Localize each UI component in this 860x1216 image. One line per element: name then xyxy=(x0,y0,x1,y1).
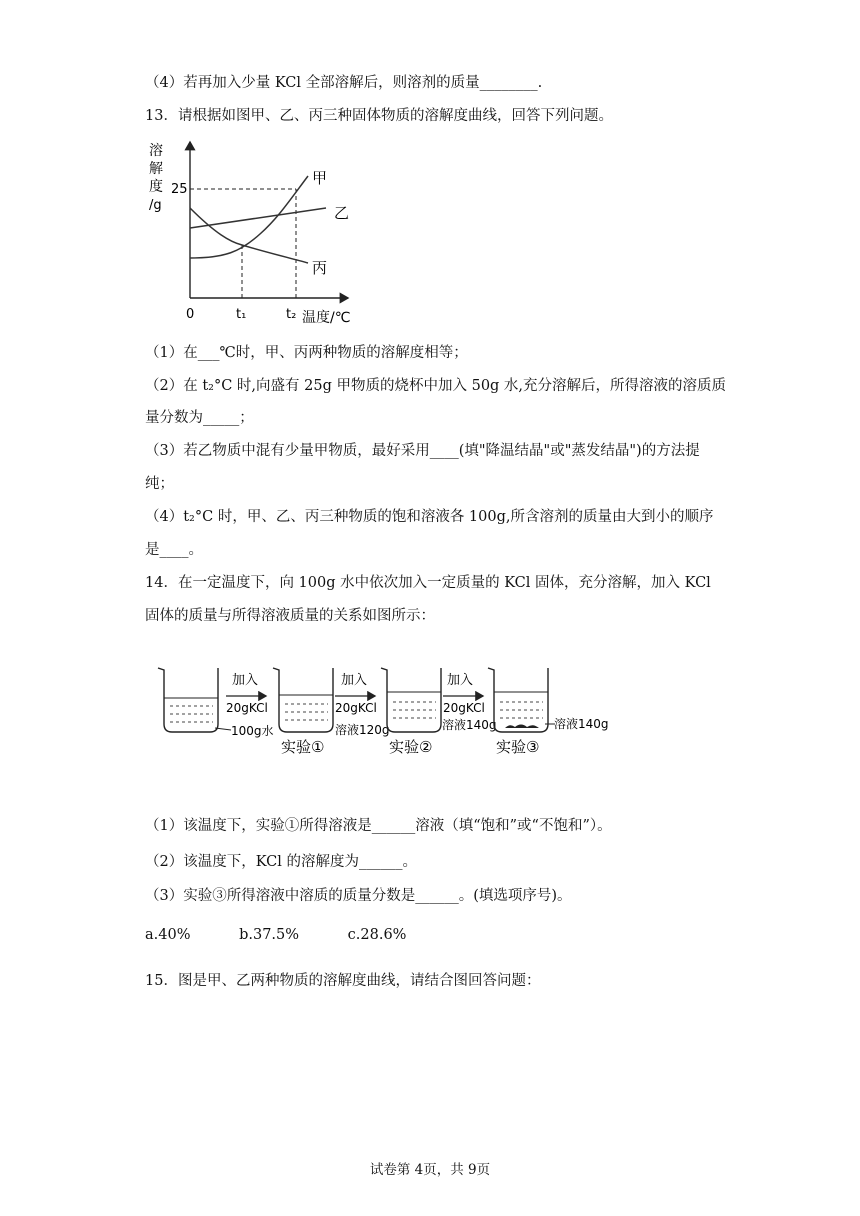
q13-sub3b: 纯； xyxy=(145,476,174,492)
beaker-3 xyxy=(381,668,441,732)
curve-label-jia: 甲 xyxy=(312,169,328,187)
arrow-1-top: 加入 xyxy=(232,673,259,688)
q13-sub3a: （3）若乙物质中混有少量甲物质，最好采用____(填"降温结晶"或"蒸发结晶")的方法提 xyxy=(145,443,700,459)
arrow-1-bottom: 20gKCl xyxy=(226,701,268,715)
y-label-3: 度 xyxy=(149,179,163,195)
q12-sub4: （4）若再加入少量 KCl 全部溶解后，则溶剂的质量________. xyxy=(145,75,543,91)
y-label-2: 解 xyxy=(149,161,163,177)
x-tick-0: 0 xyxy=(186,307,195,322)
q13-sub2b: 量分数为_____； xyxy=(145,410,254,426)
q15-stem: 15．图是甲、乙两种物质的溶解度曲线，请结合图回答问题： xyxy=(145,973,541,989)
q13-stem: 13．请根据如图甲、乙、丙三种固体物质的溶解度曲线，回答下列问题。 xyxy=(145,108,613,124)
curve-bing xyxy=(190,208,308,263)
beaker-2 xyxy=(273,668,333,732)
y-tick-25: 25 xyxy=(171,182,188,197)
label-solution-120g: 溶液120g xyxy=(335,723,390,737)
x-tick-t1: t₁ xyxy=(236,307,247,322)
q13-sub1: （1）在___℃时，甲、丙两种物质的溶解度相等； xyxy=(145,345,468,361)
beaker-1 xyxy=(158,668,231,732)
curve-label-bing: 丙 xyxy=(312,259,328,277)
option-b: b.37.5% xyxy=(239,927,300,943)
label-100g-water: 100g水 xyxy=(231,724,274,738)
beaker-4 xyxy=(488,668,555,732)
arrow-2-top: 加入 xyxy=(341,673,368,688)
option-a: a.40% xyxy=(145,927,191,943)
q14-sub2: （2）该温度下，KCl 的溶解度为______。 xyxy=(145,854,418,870)
q14-stem-a: 14．在一定温度下，向 100g 水中依次加入一定质量的 KCl 固体，充分溶解，加入 KCl xyxy=(145,575,711,591)
y-label-1: 溶 xyxy=(149,143,163,159)
option-c: c.28.6% xyxy=(347,927,407,943)
arrow-3-bottom: 20gKCl xyxy=(443,701,485,715)
label-experiment-2: 实验② xyxy=(389,738,433,756)
q13-sub2a: （2）在 t₂°C 时,向盛有 25g 甲物质的烧杯中加入 50g 水,充分溶解后，所得溶液的溶质质 xyxy=(145,378,727,394)
x-tick-t2: t₂ xyxy=(286,307,297,322)
q14-sub3: （3）实验③所得溶液中溶质的质量分数是______。(填选项序号)。 xyxy=(145,888,572,904)
curve-label-yi: 乙 xyxy=(334,204,350,222)
x-axis-label: 温度/℃ xyxy=(302,310,351,326)
solubility-graph xyxy=(140,138,360,338)
y-label-4: /g xyxy=(149,198,162,213)
curve-jia xyxy=(190,176,308,258)
label-experiment-3: 实验③ xyxy=(496,738,540,756)
q14-stem-b: 固体的质量与所得溶液质量的关系如图所示： xyxy=(145,608,435,624)
label-experiment-1: 实验① xyxy=(281,738,325,756)
q14-sub1: （1）该温度下，实验①所得溶液是______溶液（填“饱和”或“不饱和”）。 xyxy=(145,818,612,834)
q13-sub4b: 是____。 xyxy=(145,542,203,558)
arrow-3-top: 加入 xyxy=(447,673,474,688)
page-footer: 试卷第 4页，共 9页 xyxy=(369,1162,491,1178)
label-solution-140g-b: 溶液140g xyxy=(554,717,609,731)
label-solution-140g-a: 溶液140g xyxy=(442,718,497,732)
beaker-experiment-figure xyxy=(155,662,615,762)
q14-options xyxy=(145,925,450,945)
arrow-2-bottom: 20gKCl xyxy=(335,701,377,715)
curve-yi xyxy=(190,208,326,228)
q13-sub4a: （4）t₂°C 时，甲、乙、丙三种物质的饱和溶液各 100g,所含溶剂的质量由大到小的顺序 xyxy=(145,509,714,525)
